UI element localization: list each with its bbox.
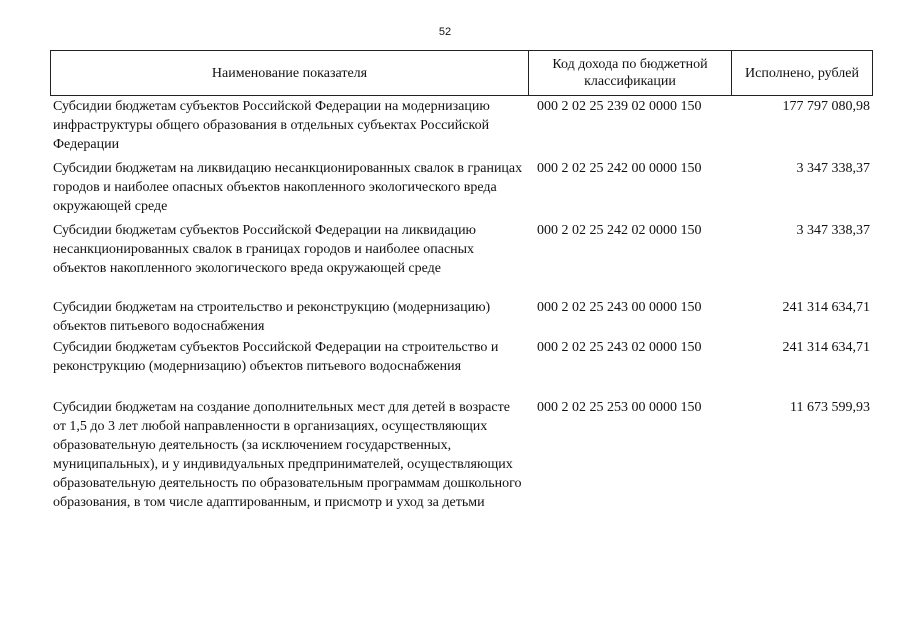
row-name: Субсидии бюджетам субъектов Российской Федерации на ликвидацию несанкционированных свалок в границах городов и наиболее опасных объектов накопленного экологического вреда окружающей среде <box>53 223 477 276</box>
row-code: 000 2 02 25 243 02 0000 150 <box>537 340 702 355</box>
table-header <box>50 50 873 96</box>
header-code-line-1: Код дохода по бюджетной <box>552 57 708 72</box>
row-code: 000 2 02 25 242 02 0000 150 <box>537 223 702 238</box>
row-name: Субсидии бюджетам на создание дополнительных мест для детей в возрасте от 1,5 до 3 лет любой направленности в организациях, осуществляющих образовательную деятельность (за исключением государственных, муниципальных), и у индивидуальных предпринимателей, осуществляющих образовательную деятельность по образовательным программам дошкольного образования, в том числе адаптированным, и присмотр и уход за детьми <box>53 400 522 510</box>
row-amount: 241 314 634,71 <box>782 300 870 315</box>
row-code: 000 2 02 25 253 00 0000 150 <box>537 400 702 415</box>
row-amount: 3 347 338,37 <box>796 223 870 238</box>
row-name: Субсидии бюджетам на ликвидацию несанкционированных свалок в границах городов и наиболее опасных объектов накопленного экологического вреда окружающей среде <box>53 161 523 214</box>
header-code-line-2: классификации <box>584 74 676 89</box>
row-amount: 11 673 599,93 <box>790 400 870 415</box>
row-code: 000 2 02 25 243 00 0000 150 <box>537 300 702 315</box>
row-code: 000 2 02 25 239 02 0000 150 <box>537 99 702 114</box>
row-name: Субсидии бюджетам на строительство и реконструкцию (модернизацию) объектов питьевого водоснабжения <box>53 300 491 334</box>
page-number: 52 <box>438 26 452 38</box>
row-name: Субсидии бюджетам субъектов Российской Федерации на модернизацию инфраструктуры общего образования в отдельных субъектах Российской Федерации <box>53 99 490 152</box>
header-code-column <box>529 51 732 95</box>
row-code: 000 2 02 25 242 00 0000 150 <box>537 161 702 176</box>
row-name: Субсидии бюджетам субъектов Российской Федерации на строительство и реконструкцию (модернизацию) объектов питьевого водоснабжения <box>53 340 499 374</box>
header-amount-column: Исполнено, рублей <box>745 65 859 81</box>
row-amount: 3 347 338,37 <box>796 161 870 176</box>
header-name-column: Наименование показателя <box>51 51 529 95</box>
row-amount: 241 314 634,71 <box>782 340 870 355</box>
row-amount: 177 797 080,98 <box>782 99 870 114</box>
